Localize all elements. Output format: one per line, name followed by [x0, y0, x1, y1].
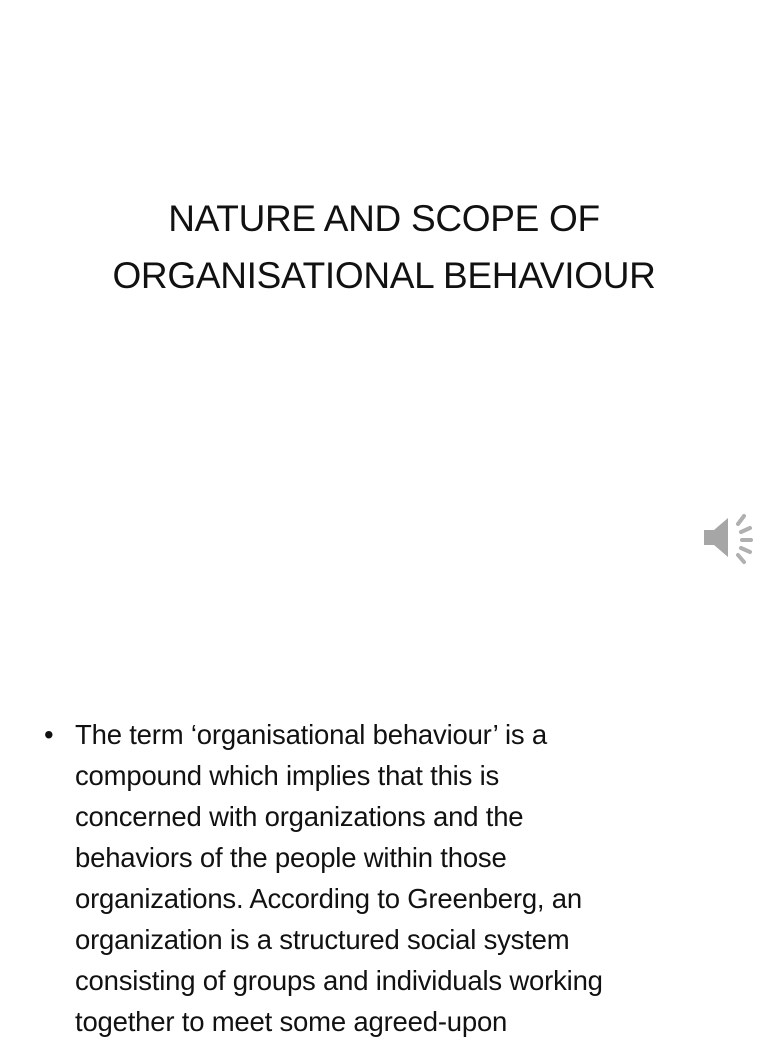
- body-line: The term ‘organisational behaviour’ is a: [75, 719, 547, 750]
- bullet-paragraph: [75, 714, 603, 1042]
- body-line: organizations. According to Greenberg, an: [75, 883, 582, 914]
- body-line: consisting of groups and individuals working: [75, 965, 603, 996]
- slide-title: [0, 190, 768, 304]
- title-line: NATURE AND SCOPE OF: [168, 198, 600, 239]
- body-line: concerned with organizations and the: [75, 801, 524, 832]
- body-line: organization is a structured social system: [75, 924, 570, 955]
- bullet-marker: •: [44, 719, 54, 750]
- body-line: together to meet some agreed-upon: [75, 1006, 508, 1037]
- speaker-audio-icon[interactable]: [700, 510, 760, 565]
- title-line: ORGANISATIONAL BEHAVIOUR: [112, 255, 656, 296]
- body-line: compound which implies that this is: [75, 760, 500, 791]
- body-line: behaviors of the people within those: [75, 842, 507, 873]
